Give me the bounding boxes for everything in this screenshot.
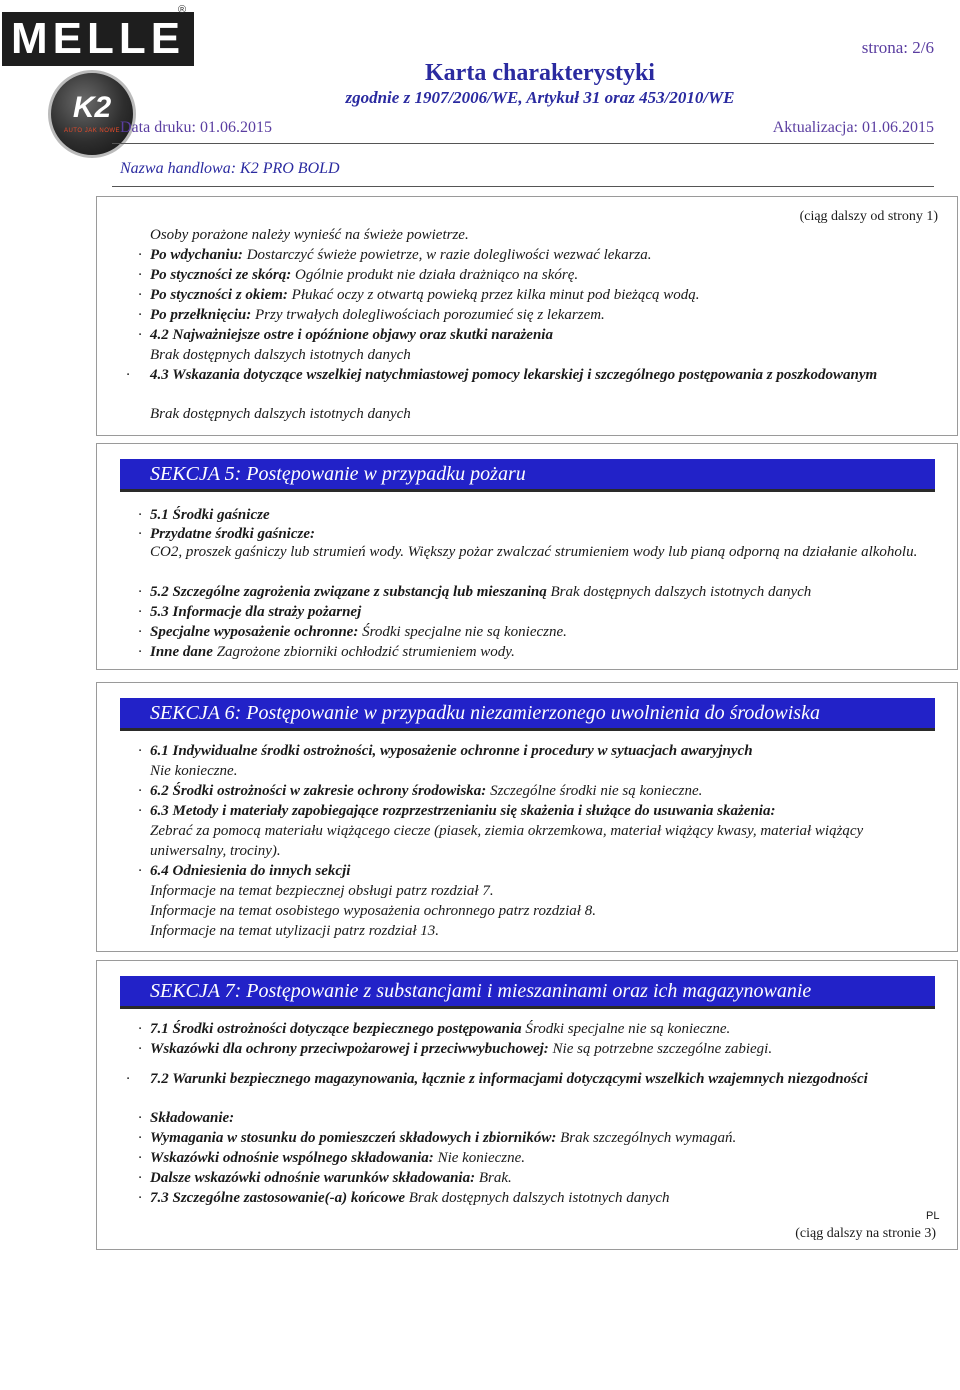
- label: 7.1 Środki ostrożności dotyczące bezpiecznego postępowania: [150, 1021, 522, 1037]
- label: Po styczności ze skórą:: [150, 267, 292, 283]
- text-line: Informacje na temat bezpiecznej obsługi patrz rozdział 7.: [150, 883, 494, 899]
- value: Brak szczególnych wymagań.: [556, 1130, 737, 1146]
- text-line: · Wskazówki dla ochrony przeciwpożarowej i przeciwwybuchowej: Nie są potrzebne szczególne zabiegi.: [138, 1041, 773, 1057]
- label: 6.2 Środki ostrożności w zakresie ochrony środowiska:: [150, 783, 487, 799]
- label: Dalsze wskazówki odnośnie warunków składowania:: [150, 1170, 476, 1186]
- subsection-heading: · 7.2 Warunki bezpiecznego magazynowania, łącznie z informacjami dotyczącymi wszelkich wzajemnych niezgodności: [126, 1071, 868, 1087]
- trade-name-divider: [112, 186, 934, 187]
- trade-name: Nazwa handlowa: K2 PRO BOLD: [120, 160, 340, 177]
- subsection-heading: · 4.2 Najważniejsze ostre i opóźnione objawy oraz skutki narażenia: [138, 327, 553, 343]
- value: Brak dostępnych dalszych istotnych danych: [405, 1190, 670, 1206]
- text-paragraph: Zebrać za pomocą materiału wiążącego ciecze (piasek, ziemia okrzemkowa, materiał wiążący kwasy, materiał wiążący uniwersalny, trociny).: [150, 823, 864, 859]
- value: Brak dostępnych dalszych istotnych danych: [546, 584, 812, 600]
- text-line: Osoby porażone należy wynieść na świeże powietrze.: [150, 227, 469, 243]
- update-date: Aktualizacja: 01.06.2015: [772, 119, 934, 136]
- continued-from-note: (ciąg dalszy od strony 1): [799, 209, 938, 224]
- document-title: Karta charakterystyki: [425, 60, 655, 86]
- label: Po przełknięciu:: [150, 307, 252, 323]
- text-line: · Specjalne wyposażenie ochronne: Środki specjalne nie są konieczne.: [138, 624, 567, 640]
- label: Wskazówki odnośnie wspólnego składowania:: [150, 1150, 434, 1166]
- text-line: · 5.2 Szczególne zagrożenia związane z substancją lub mieszaniną Brak dostępnych dalszych istotnych danych: [138, 584, 812, 600]
- text-line: · Przydatne środki gaśnicze:: [138, 526, 315, 542]
- section-6-title: SEKCJA 6: Postępowanie w przypadku niezamierzonego uwolnienia do środowiska: [120, 698, 935, 728]
- label: Wskazówki dla ochrony przeciwpożarowej i przeciwwybuchowej:: [150, 1041, 549, 1057]
- text-line: · Po styczności z okiem: Płukać oczy z otwartą powieką przez kilka minut pod bieżącą wodą.: [138, 287, 700, 303]
- value: Płukać oczy z otwartą powieką przez kilka minut pod bieżącą wodą.: [287, 287, 700, 303]
- label: Specjalne wyposażenie ochronne:: [150, 624, 359, 640]
- registered-mark: ®: [178, 4, 187, 16]
- value: Ogólnie produkt nie działa drażniąco na skórę.: [291, 267, 579, 283]
- text-line: Informacje na temat utylizacji patrz rozdział 13.: [150, 923, 440, 939]
- section-7-title: SEKCJA 7: Postępowanie z substancjami i mieszaninami oraz ich magazynowanie: [120, 976, 935, 1006]
- continued-on-note: (ciąg dalszy na stronie 3): [795, 1226, 936, 1241]
- print-date: Data druku: 01.06.2015: [120, 119, 272, 136]
- text-line: · Po wdychaniu: Dostarczyć świeże powietrze, w razie dolegliwości wezwać lekarza.: [138, 247, 652, 263]
- value: Dostarczyć świeże powietrze, w razie dolegliwości wezwać lekarza.: [242, 247, 652, 263]
- section-5-title: SEKCJA 5: Postępowanie w przypadku pożaru: [120, 459, 935, 489]
- text-line: · 7.1 Środki ostrożności dotyczące bezpiecznego postępowania Środki specjalne nie są konieczne.: [138, 1021, 731, 1037]
- subsection-heading: · 6.4 Odniesienia do innych sekcji: [138, 863, 351, 879]
- text-line: · Wymagania w stosunku do pomieszczeń składowych i zbiorników: Brak szczególnych wymagań.: [138, 1130, 737, 1146]
- text-line: Nie konieczne.: [150, 763, 238, 779]
- text-line: · Po styczności ze skórą: Ogólnie produkt nie działa drażniąco na skórę.: [138, 267, 579, 283]
- text-line: Brak dostępnych dalszych istotnych danych: [150, 406, 411, 422]
- label: 5.2 Szczególne zagrożenia związane z substancją lub mieszaniną: [150, 584, 547, 600]
- value: Nie konieczne.: [433, 1150, 526, 1166]
- text-line: · Po przełknięciu: Przy trwałych dolegliwościach porozumieć się z lekarzem.: [138, 307, 605, 323]
- section-7-underline: [120, 1006, 935, 1009]
- header-divider: [112, 143, 934, 144]
- section-5-underline: [120, 489, 935, 492]
- value: Nie są potrzebne szczególne zabiegi.: [548, 1041, 773, 1057]
- melle-logo-text: MELLE: [2, 12, 194, 66]
- text-line: · Składowanie:: [138, 1110, 235, 1126]
- label: Inne dane: [150, 644, 213, 660]
- text-line: Informacje na temat osobistego wyposażenia ochronnego patrz rozdział 8.: [150, 903, 596, 919]
- text-line: Brak dostępnych dalszych istotnych danych: [150, 347, 411, 363]
- k2-logo-text: K2: [72, 91, 112, 124]
- document-subtitle: zgodnie z 1907/2006/WE, Artykuł 31 oraz 453/2010/WE: [345, 88, 735, 107]
- value: Zagrożone zbiorniki ochłodzić strumieniem wody.: [212, 644, 515, 660]
- text-line: · Dalsze wskazówki odnośnie warunków składowania: Brak.: [138, 1170, 512, 1186]
- k2-logo-tagline: AUTO JAK NOWE: [63, 128, 121, 134]
- value: Szczególne środki nie są konieczne.: [486, 783, 703, 799]
- subsection-heading: · 6.1 Indywidualne środki ostrożności, wyposażenie ochronne i procedury w sytuacjach awaryjnych: [138, 743, 753, 759]
- section-6-underline: [120, 728, 935, 731]
- label: Po styczności z okiem:: [150, 287, 288, 303]
- language-code: PL: [926, 1210, 940, 1222]
- value: Środki specjalne nie są konieczne.: [358, 624, 567, 640]
- text-paragraph: CO2, proszek gaśniczy lub strumień wody. Większy pożar zwalczać strumieniem wody lub pianą odporną na działanie alkoholu.: [150, 544, 918, 560]
- value: Środki specjalne nie są konieczne.: [521, 1021, 731, 1037]
- label: 7.3 Szczególne zastosowanie(-a) końcowe: [150, 1190, 405, 1206]
- text-line: · 7.3 Szczególne zastosowanie(-a) końcowe Brak dostępnych dalszych istotnych danych: [138, 1190, 670, 1206]
- label: Wymagania w stosunku do pomieszczeń składowych i zbiorników:: [150, 1130, 557, 1146]
- label: Po wdychaniu:: [150, 247, 243, 263]
- subsection-heading: · 5.3 Informacje dla straży pożarnej: [138, 604, 362, 620]
- k2-logo-badge: [48, 70, 136, 158]
- page-number: strona: 2/6: [861, 38, 934, 57]
- text-line: · 6.2 Środki ostrożności w zakresie ochrony środowiska: Szczególne środki nie są konieczne.: [138, 783, 703, 799]
- subsection-heading: · 5.1 Środki gaśnicze: [138, 507, 270, 523]
- text-line: · Wskazówki odnośnie wspólnego składowania: Nie konieczne.: [138, 1150, 526, 1166]
- value: Brak.: [475, 1170, 512, 1186]
- subsection-heading: · 4.3 Wskazania dotyczące wszelkiej natychmiastowej pomocy lekarskiej i szczególnego postępowania z poszkodowanym: [126, 367, 878, 383]
- value: Przy trwałych dolegliwościach porozumieć się z lekarzem.: [251, 307, 605, 323]
- subsection-heading: · 6.3 Metody i materiały zapobiegające rozprzestrzenianiu się skażenia i służące do usuwania skażenia:: [138, 803, 776, 819]
- text-line: · Inne dane Zagrożone zbiorniki ochłodzić strumieniem wody.: [138, 644, 515, 660]
